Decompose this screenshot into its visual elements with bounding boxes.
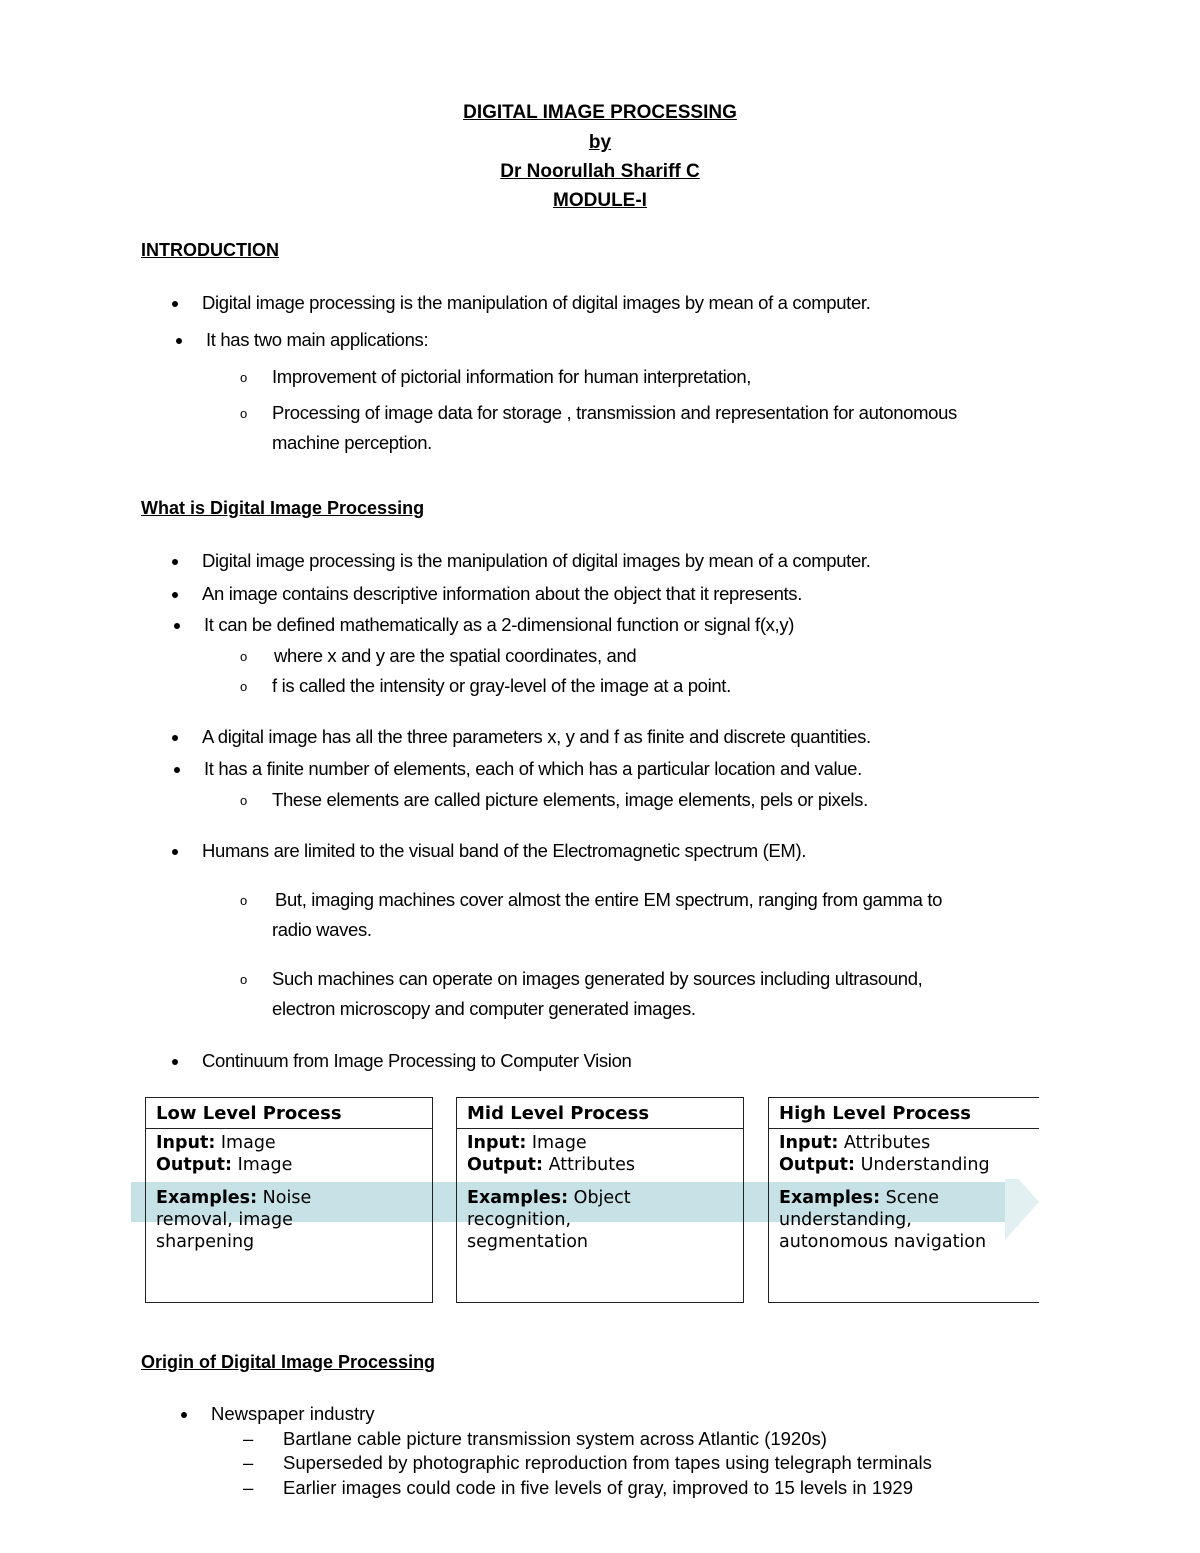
high-examples-2: understanding, <box>779 1210 912 1230</box>
examples-label: Examples: <box>156 1188 258 1208</box>
what-bullet-3: It can be defined mathematically as a 2-dimensional function or signal f(x,y) <box>204 614 795 635</box>
high-output-value: Understanding <box>855 1155 990 1175</box>
low-level-process-box <box>145 1097 433 1303</box>
what-sub-5b: electron microscopy and computer generated images. <box>272 998 696 1019</box>
mid-examples-3: segmentation <box>467 1232 589 1252</box>
low-examples-2: removal, image <box>156 1210 293 1230</box>
low-output-value: Image <box>232 1155 293 1175</box>
what-bullet-5: It has a finite number of elements, each of which has a particular location and value. <box>204 758 862 779</box>
dash-marker: – <box>243 1428 254 1449</box>
intro-bullet-1: Digital image processing is the manipulation of digital images by mean of a computer. <box>202 292 871 313</box>
mid-examples-2: recognition, <box>467 1210 572 1230</box>
mid-input-value: Image <box>526 1133 587 1153</box>
mid-level-title: Mid Level Process <box>457 1098 743 1129</box>
what-sub-1: where x and y are the spatial coordinates, and <box>274 645 637 666</box>
high-input-value: Attributes <box>838 1133 931 1153</box>
output-label: Output: <box>467 1155 544 1175</box>
low-examples-3: sharpening <box>156 1232 255 1252</box>
sub-bullet-marker: o <box>240 793 248 808</box>
what-bullet-6: Humans are limited to the visual band of the Electromagnetic spectrum (EM). <box>202 840 807 861</box>
what-bullet-2: An image contains descriptive information about the object that it represents. <box>202 583 802 604</box>
intro-sub-2a: Processing of image data for storage , transmission and representation for autonomous <box>272 402 957 423</box>
input-label: Input: <box>467 1133 527 1153</box>
low-level-title: Low Level Process <box>146 1098 432 1129</box>
what-sub-4a: But, imaging machines cover almost the entire EM spectrum, ranging from gamma to <box>275 889 943 910</box>
output-label: Output: <box>779 1155 856 1175</box>
what-sub-2: f is called the intensity or gray-level of the image at a point. <box>272 675 731 696</box>
origin-dash-2: Superseded by photographic reproduction from tapes using telegraph terminals <box>283 1452 932 1473</box>
input-label: Input: <box>779 1133 839 1153</box>
what-sub-4b: radio waves. <box>272 919 372 940</box>
intro-sub-1: Improvement of pictorial information for human interpretation, <box>272 366 752 387</box>
sub-bullet-marker: o <box>240 893 248 908</box>
high-level-process-box <box>768 1097 1039 1303</box>
what-bullet-1: Digital image processing is the manipulation of digital images by mean of a computer. <box>202 550 871 571</box>
what-bullet-4: A digital image has all the three parameters x, y and f as finite and discrete quantities. <box>202 726 871 747</box>
sub-bullet-marker: o <box>240 370 248 385</box>
process-continuum-diagram <box>130 1090 1039 1310</box>
mid-examples-1: Object <box>568 1188 631 1208</box>
examples-label: Examples: <box>779 1188 881 1208</box>
sub-bullet-marker: o <box>240 649 248 664</box>
sub-bullet-marker: o <box>240 406 248 421</box>
intro-heading: INTRODUCTION <box>141 240 279 260</box>
low-examples-1: Noise <box>257 1188 312 1208</box>
high-examples-3: autonomous navigation <box>779 1232 987 1252</box>
high-examples-1: Scene <box>880 1188 940 1208</box>
high-level-title: High Level Process <box>769 1098 1039 1129</box>
origin-bullet-1: Newspaper industry <box>211 1403 375 1424</box>
what-sub-3: These elements are called picture elements, image elements, pels or pixels. <box>272 789 868 810</box>
mid-output-value: Attributes <box>543 1155 636 1175</box>
origin-heading: Origin of Digital Image Processing <box>141 1352 436 1372</box>
module-label: MODULE-I <box>553 190 647 211</box>
origin-dash-3: Earlier images could code in five levels of gray, improved to 15 levels in 1929 <box>283 1477 914 1498</box>
by-line: by <box>588 132 612 153</box>
intro-bullet-2: It has two main applications: <box>206 329 429 350</box>
what-sub-5a: Such machines can operate on images generated by sources including ultrasound, <box>272 968 923 989</box>
what-bullet-7: Continuum from Image Processing to Computer Vision <box>202 1050 632 1071</box>
document-title: DIGITAL IMAGE PROCESSING <box>463 102 737 123</box>
sub-bullet-marker: o <box>240 679 248 694</box>
what-heading: What is Digital Image Processing <box>141 498 425 518</box>
output-label: Output: <box>156 1155 233 1175</box>
low-input-value: Image <box>215 1133 276 1153</box>
mid-level-process-box <box>456 1097 744 1303</box>
intro-sub-2b: machine perception. <box>272 432 432 453</box>
origin-dash-1: Bartlane cable picture transmission system across Atlantic (1920s) <box>283 1428 827 1449</box>
input-label: Input: <box>156 1133 216 1153</box>
author-name: Dr Noorullah Shariff C <box>500 161 700 182</box>
examples-label: Examples: <box>467 1188 569 1208</box>
sub-bullet-marker: o <box>240 972 248 987</box>
dash-marker: – <box>243 1477 254 1498</box>
dash-marker: – <box>243 1452 254 1473</box>
